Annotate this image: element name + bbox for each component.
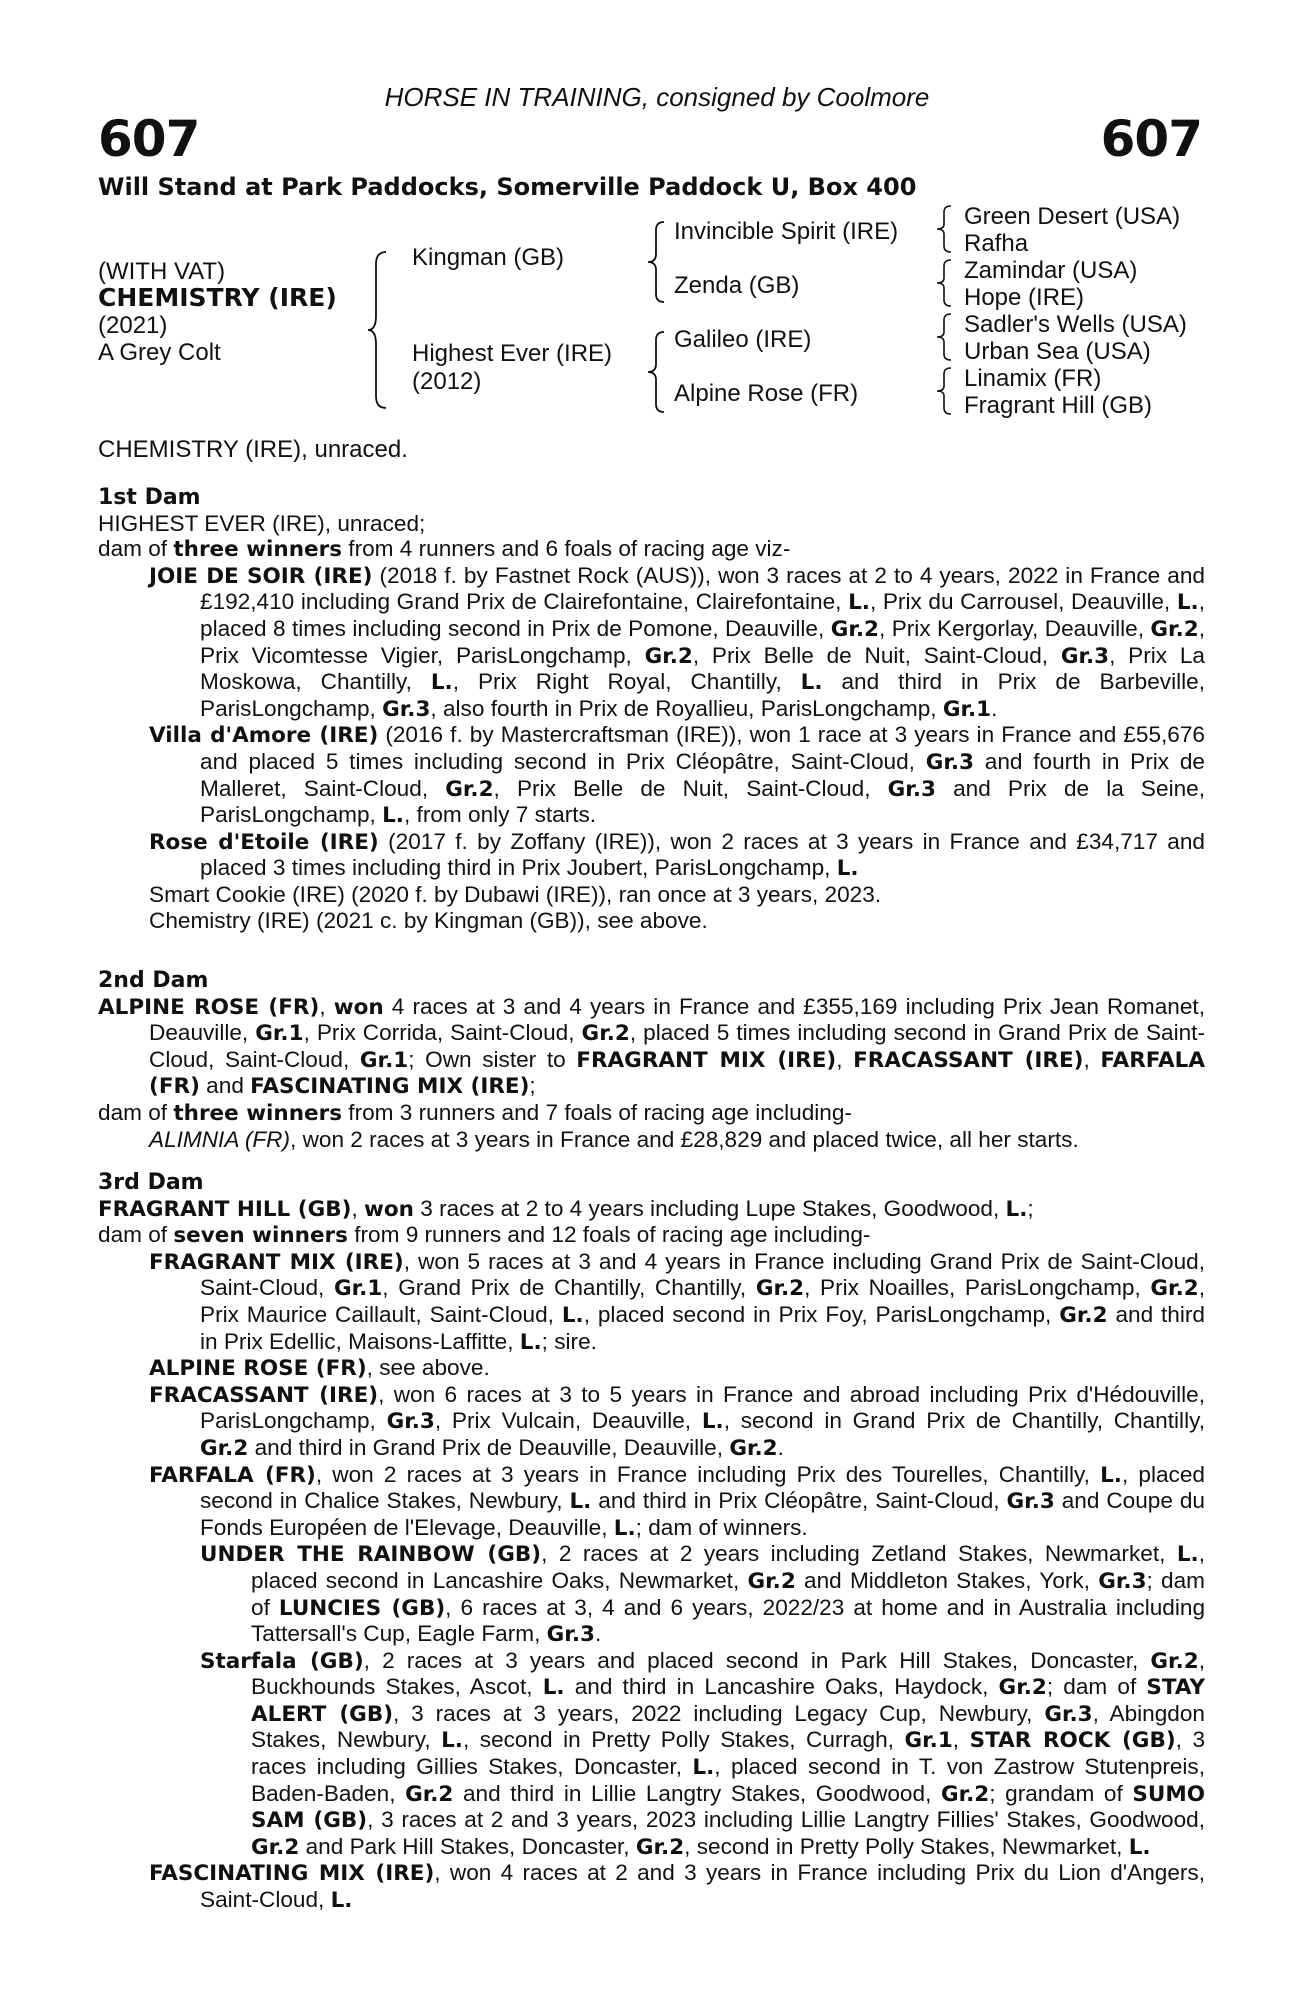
dam-dam: Alpine Rose (FR) [674,380,859,407]
second-dam-record: ALPINE ROSE (FR), won 4 races at 3 and 4 years in France and £355,169 including Prix Jean Romanet, Deauville, Gr.1, Prix Corrida, Saint-Cloud, Gr.2, placed 5 times including second in Grand Prix de Saint-Cloud, Saint-Cloud, Gr.1; Own sister to FRAGRANT MIX (IRE), FRACASSANT (IRE), FARFALA (FR) and FASCINATING MIX (IRE); [98,993,1205,1100]
pedigree-brace-main [366,250,390,410]
third-dam-title: 3rd Dam [98,1170,204,1195]
second-dam-section [98,968,1205,1152]
horse-description: A Grey Colt [98,339,221,366]
produce-under-the-rainbow: UNDER THE RAINBOW (GB), 2 races at 2 years including Zetland Stakes, Newmarket, L., placed second in Lancashire Oaks, Newmarket, Gr.2 and Middleton Stakes, York, Gr.3; dam of LUNCIES (GB), 6 races at 3, 4 and 6 years, 2022/23 at home and in Australia including Tattersall's Cup, Eagle Farm, Gr.3. [200,1541,1206,1648]
vat-label: (WITH VAT) [98,258,226,285]
pedigree-brace-dam [646,330,668,414]
lot-number-right: 607 [1100,110,1202,168]
pedigree-brace-ds [935,312,955,362]
produce-joie-de-soir: JOIE DE SOIR (IRE) (2018 f. by Fastnet Rock (AUS)), won 3 races at 2 to 4 years, 2022 in France and £192,410 including Grand Prix de Clairefontaine, Clairefontaine, L., Prix du Carrousel, Deauville, L., placed 8 times including second in Prix de Pomone, Deauville, Gr.2, Prix Kergorlay, Deauville, Gr.2, Prix Vicomtesse Vigier, ParisLongchamp, Gr.2, Prix Belle de Nuit, Saint-Cloud, Gr.3, Prix La Moskowa, Chantilly, L., Prix Right Royal, Chantilly, L. and third in Prix de Barbeville, ParisLongchamp, Gr.3, also fourth in Prix de Royallieu, ParisLongchamp, Gr.1. [149,562,1206,722]
produce-fascinating-mix: FASCINATING MIX (IRE), won 4 races at 2 and 3 years in France including Prix du Lion d'Angers, Saint-Cloud, L. [149,1860,1205,1914]
dam-name: Highest Ever (IRE) [412,340,613,367]
third-dam-produce-summary: dam of seven winners from 9 runners and 12 foals of racing age including- [98,1222,871,1249]
ss-dam: Rafha [964,230,1029,257]
produce-chemistry: Chemistry (IRE) (2021 c. by Kingman (GB)), see above. [149,907,708,933]
produce-alimnia: ALIMNIA (FR), won 2 races at 3 years in France and £28,829 and placed twice, all her starts. [149,1126,1079,1152]
sire-sire: Invincible Spirit (IRE) [674,218,899,245]
pedigree-brace-sd [935,258,955,308]
produce-fragrant-mix: FRAGRANT MIX (IRE), won 5 races at 3 and 4 years in France including Grand Prix de Saint-Cloud, Saint-Cloud, Gr.1, Grand Prix de Chantilly, Chantilly, Gr.2, Prix Noailles, ParisLongchamp, Gr.2, Prix Maurice Caillault, Saint-Cloud, L., placed second in Prix Foy, ParisLongchamp, Gr.2 and third in Prix Edellic, Maisons-Laffitte, L.; sire. [149,1248,1206,1355]
dam-year: (2012) [412,368,482,395]
sire-name: Kingman (GB) [412,244,565,271]
dd-sire: Linamix (FR) [964,365,1102,392]
produce-alpine-rose: ALPINE ROSE (FR), see above. [149,1355,490,1382]
horse-year: (2021) [98,312,168,339]
catalogue-heading: HORSE IN TRAINING, consigned by Coolmore [384,82,930,112]
second-dam-produce-summary: dam of three winners from 3 runners and 7 foals of racing age including- [98,1099,852,1126]
first-dam-produce-summary: dam of three winners from 4 runners and 6 foals of racing age viz- [98,536,791,563]
lot-number-left: 607 [98,110,200,168]
produce-smart-cookie: Smart Cookie (IRE) (2020 f. by Dubawi (IRE)), ran once at 3 years, 2023. [149,881,882,907]
ss-sire: Green Desert (USA) [964,203,1181,230]
stand-location: Will Stand at Park Paddocks, Somerville Paddock U, Box 400 [98,173,917,201]
sd-sire: Zamindar (USA) [964,257,1138,284]
race-record: CHEMISTRY (IRE), unraced. [98,436,408,463]
third-dam-section [98,1170,1205,1914]
third-dam-record: FRAGRANT HILL (GB), won 3 races at 2 to 4 years including Lupe Stakes, Goodwood, L.; [98,1195,1034,1222]
produce-starfala: Starfala (GB), 2 races at 3 years and placed second in Park Hill Stakes, Doncaster, Gr.2, Buckhounds Stakes, Ascot, L. and third in Lancashire Oaks, Haydock, Gr.2; dam of STAY ALERT (GB), 3 races at 3 years, 2022 including Legacy Cup, Newbury, Gr.3, Abingdon Stakes, Newbury, L., second in Pretty Polly Stakes, Curragh, Gr.1, STAR ROCK (GB), 3 races including Gillies Stakes, Doncaster, L., placed second in T. von Zastrow Stutenpreis, Baden-Baden, Gr.2 and third in Lillie Langtry Stakes, Goodwood, Gr.2; grandam of SUMO SAM (GB), 3 races at 2 and 3 years, 2023 including Lillie Langtry Fillies' Stakes, Goodwood, Gr.2 and Park Hill Stakes, Doncaster, Gr.2, second in Pretty Polly Stakes, Newmarket, L. [200,1647,1206,1860]
second-dam-title: 2nd Dam [98,968,209,993]
horse-name: CHEMISTRY (IRE) [98,283,337,312]
produce-rose-detoile: Rose d'Etoile (IRE) (2017 f. by Zoffany (IRE)), won 2 races at 3 years in France and £34,717 and placed 3 times including third in Prix Joubert, ParisLongchamp, L. [149,828,1205,882]
produce-villa-damore: Villa d'Amore (IRE) (2016 f. by Mastercraftsman (IRE)), won 1 race at 3 years in France and £55,676 and placed 5 times including second in Prix Cléopâtre, Saint-Cloud, Gr.3 and fourth in Prix de Malleret, Saint-Cloud, Gr.2, Prix Belle de Nuit, Saint-Cloud, Gr.3 and Prix de la Seine, ParisLongchamp, L., from only 7 starts. [149,722,1205,829]
sd-dam: Hope (IRE) [964,284,1085,311]
ds-sire: Sadler's Wells (USA) [964,311,1187,338]
first-dam-section [98,485,1205,933]
ds-dam: Urban Sea (USA) [964,338,1151,365]
pedigree-brace-ss [935,204,955,254]
produce-fracassant: FRACASSANT (IRE), won 6 races at 3 to 5 years in France and abroad including Prix d'Hédouville, ParisLongchamp, Gr.3, Prix Vulcain, Deauville, L., second in Grand Prix de Chantilly, Chantilly, Gr.2 and third in Grand Prix de Deauville, Deauville, Gr.2. [149,1381,1205,1461]
pedigree-brace-dd [935,366,955,416]
produce-farfala: FARFALA (FR), won 2 races at 3 years in France including Prix des Tourelles, Chantilly, L., placed second in Chalice Stakes, Newbury, L. and third in Prix Cléopâtre, Saint-Cloud, Gr.3 and Coupe du Fonds Européen de l'Elevage, Deauville, L.; dam of winners. [149,1461,1205,1541]
pedigree-brace-sire [646,220,668,304]
first-dam-name-line: HIGHEST EVER (IRE), unraced; [98,510,426,536]
dam-sire: Galileo (IRE) [674,326,812,353]
sire-dam: Zenda (GB) [674,272,800,299]
first-dam-title: 1st Dam [98,485,201,510]
dd-dam: Fragrant Hill (GB) [964,392,1153,419]
